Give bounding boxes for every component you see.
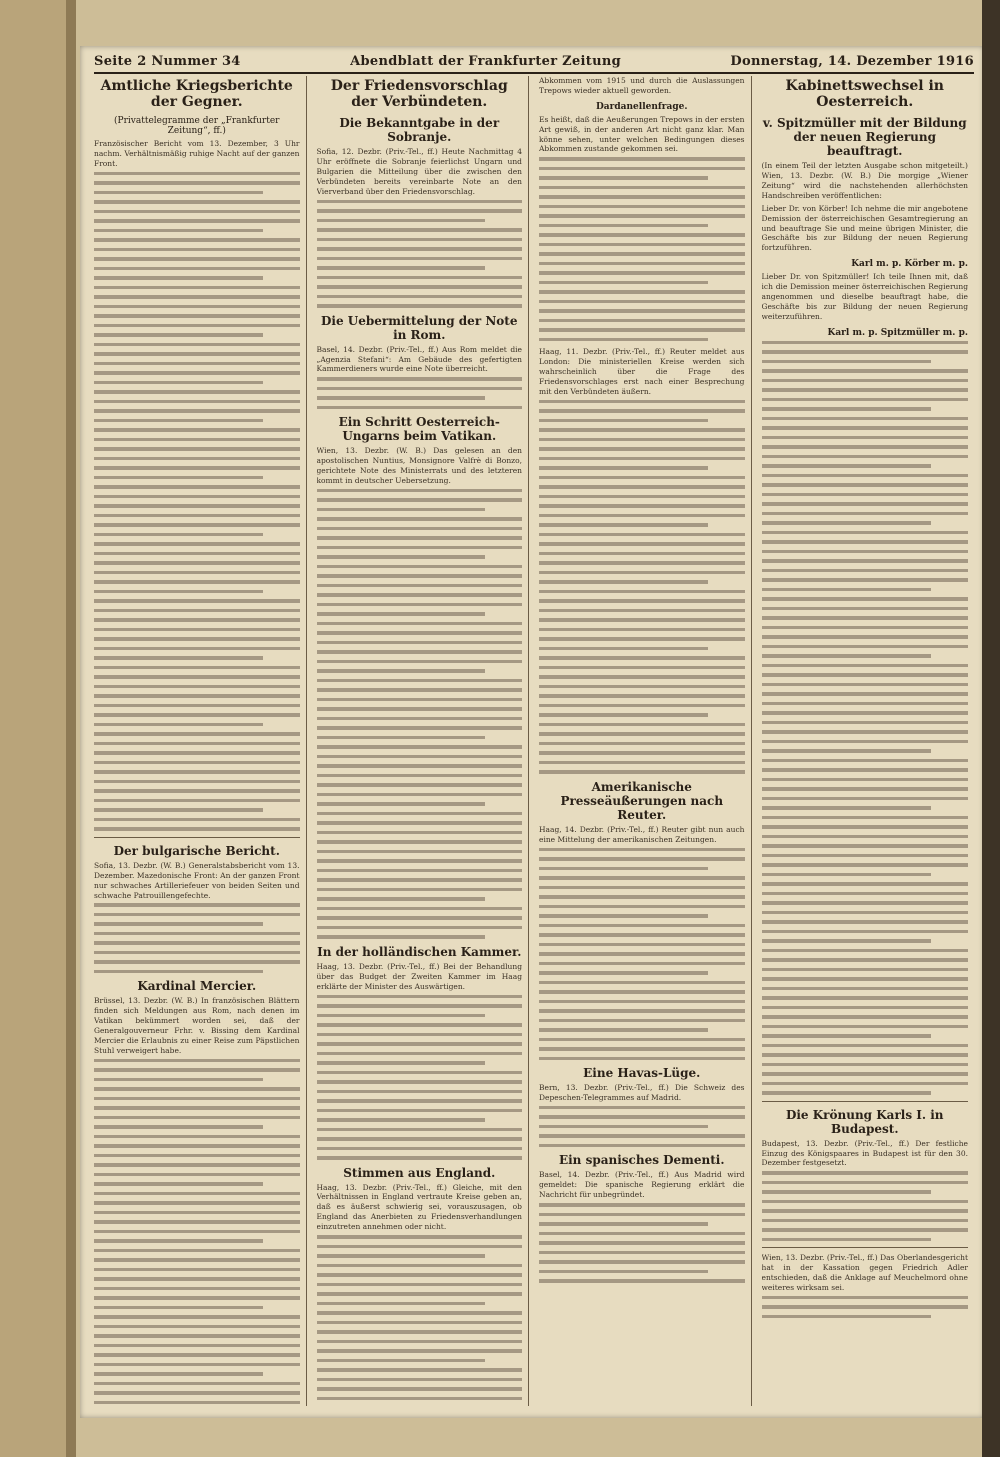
text-lines (317, 1235, 523, 1406)
column-2 (317, 76, 530, 1406)
paragraph: Abkommen vom 1915 und durch die Auslassungen Trepows wieder aktuell geworden. (539, 76, 745, 95)
text-lines (539, 400, 745, 774)
headline-sobranje: Die Bekanntgabe in der Sobranje. (339, 116, 500, 145)
paragraph: Es heißt, daß die Aeußerungen Trepows in der ersten Art gewiß, in der anderen Art nicht ganz klar. Man könne sehen, unter welchen Bedingungen dieses Abkommen zustande gekommen sei. (539, 114, 745, 154)
masthead-page-number: Seite 2 Nummer 34 (94, 53, 241, 69)
paragraph: Lieber Dr. von Körber! Ich nehme die mir angebotene Demission der österreichischen Gesamtregierung an und beauftrage Sie und meine übrigen Minister, die Geschäfte bis zur Bildung der neuen Regierung fortzuführen. (761, 203, 968, 253)
column-1 (94, 76, 307, 1406)
headline-amerikanische-presse: Amerikanische Presseäußerungen nach Reuter. (560, 779, 724, 822)
paragraph: Haag, 14. Dezbr. (Priv.-Tel., ff.) Reuter gibt nun auch eine Mittelung der amerikanischen Zeitungen. (539, 824, 745, 844)
headline-kardinal-mercier: Kardinal Mercier. (137, 979, 257, 994)
masthead-date: Donnerstag, 14. Dezember 1916 (730, 53, 974, 69)
paragraph: Bern, 13. Dezbr. (Priv.-Tel., ff.) Die Schweiz des Depeschen-Telegrammes auf Madrid. (539, 1083, 745, 1102)
paragraph: Wien, 13. Dezbr. (W. B.) Das gelesen an den apostolischen Nuntius, Monsignore Valfrè di Bonzo, gerichtete Note des Ministerrats und des letzteren kommt in deutscher Uebersetzung. (316, 446, 522, 485)
headline-friedensvorschlag: Der Friedensvorschlag der Verbündeten. (330, 78, 508, 111)
article-columns (94, 76, 974, 1406)
column-4 (762, 76, 975, 1406)
text-lines (762, 1296, 969, 1319)
column-3 (539, 76, 752, 1406)
text-lines (762, 341, 969, 1095)
text-lines (94, 172, 300, 831)
subtitle-privattelegramme: (Privattelegramme der „Frankfurter Zeitung“, ff.) (114, 116, 280, 137)
headline-note-in-rom: Die Uebermittelung der Note in Rom. (321, 313, 518, 342)
masthead-title: Abendblatt der Frankfurter Zeitung (350, 53, 621, 69)
headline-kabinettswechsel: Kabinettswechsel in Oesterreich. (785, 78, 944, 111)
headline-kriegsberichte: Amtliche Kriegsberichte der Gegner. (100, 78, 293, 111)
paragraph: Basel, 14. Dezbr. (Priv.-Tel., ff.) Aus Rom meldet die „Agenzia Stefani“: Am Gebäude des gefertigten Kammerdieners wurde eine Note überreicht. (316, 344, 522, 374)
headline-kroenung: Die Krönung Karls I. in Budapest. (785, 1107, 944, 1136)
headline-bulgarischer-bericht: Der bulgarische Bericht. (113, 843, 280, 858)
paragraph: Lieber Dr. von Spitzmüller! Ich teile Ihnen mit, daß ich die Demission meiner österreichischen Regierung angenommen und dieselbe beauftragt habe, die Geschäfte bis zur Bildung der neuen Regierung weiterzuführen. (761, 272, 968, 321)
masthead (94, 50, 974, 74)
paragraph: Haag, 13. Dezbr. (Priv.-Tel., ff.) Bei der Behandlung über das Budget der Zweiten Kammer im Haag erklärte der Minister des Auswärtigen. (316, 961, 522, 991)
headline-vatikan: Ein Schritt Oesterreich-Ungarns beim Vatikan. (338, 415, 500, 444)
headline-hollaendische-kammer: In der holländischen Kammer. (317, 944, 522, 959)
headline-spanisches-dementi: Ein spanisches Dementi. (558, 1153, 725, 1168)
text-lines (539, 157, 745, 341)
paragraph: Haag, 13. Dezbr. (Priv.-Tel., ff.) Gleiche, mit den Verhältnissen in England vertraute Kreise geben an, daß es äußerst schwierig sei, vorauszusagen, ob England das Anerbieten zu Friedensverhandlungen einzutreten annehmen oder nicht. (316, 1182, 522, 1232)
paragraph: Französischer Bericht vom 13. Dezember, 3 Uhr nachm. Verhältnismäßig ruhige Nacht auf der ganzen Front. (94, 139, 300, 168)
paragraph: Wien, 13. Dezbr. (Priv.-Tel., ff.) Das Oberlandesgericht hat in der Kassation gegen Friedrich Adler entschieden, daß die Anklage auf Meuchelmord ohne weiteres wirksam sei. (761, 1253, 968, 1292)
text-lines (317, 200, 523, 308)
text-lines (539, 848, 745, 1061)
paragraph: Sofia, 12. Dezbr. (Priv.-Tel., ff.) Heute Nachmittag 4 Uhr eröffnete die Sobranje feierlichst Ungarn und Bulgarien die Mitteilung über die zwischen den Verbündeten bereits vereinbarte Note an den Vierverband über den Friedensvorschlag. (316, 147, 522, 196)
text-lines (762, 1171, 969, 1241)
divider (762, 1101, 969, 1102)
book-binding (0, 0, 72, 1457)
binding-shadow (66, 0, 76, 1457)
headline-havas-luege: Eine Havas-Lüge. (583, 1066, 701, 1081)
headline-stimmen-england: Stimmen aus England. (343, 1165, 496, 1180)
divider (762, 1247, 969, 1248)
headline-dardanellenfrage: Dardanellenfrage. (596, 101, 688, 112)
text-lines (317, 489, 523, 939)
text-lines (539, 1106, 745, 1148)
paragraph: Sofia, 13. Dezbr. (W. B.) Generalstabsbericht vom 13. Dezember. Mazedonische Front: An der ganzen Front nur schwaches Artilleriefeuer von beiden Seiten und schwache Patrouillengefechte. (94, 860, 300, 900)
headline-spitzmueller: v. Spitzmüller mit der Bildung der neuen Regierung beauftragt. (762, 116, 967, 159)
paragraph: Brüssel, 13. Dezbr. (W. B.) In französischen Blättern finden sich Meldungen aus Rom, nach denen im Vatikan bekümmert worden sei, daß der Generalgouverneur Frhr. v. Bissing dem Kardinal Mercier die Erlaubnis zu einer Reise zum Päpstlichen Stuhl verweigert habe. (94, 996, 300, 1055)
next-page-edge (964, 60, 982, 1400)
text-lines (317, 995, 523, 1160)
signature-spitzmueller: Karl m. p. Spitzmüller m. p. (827, 327, 968, 338)
text-lines (94, 1059, 300, 1406)
text-lines (317, 377, 523, 409)
text-lines (94, 903, 300, 973)
signature-koerber: Karl m. p. Körber m. p. (851, 259, 968, 270)
paragraph: Basel, 14. Dezbr. (Priv.-Tel., ff.) Aus Madrid wird gemeldet: Die spanische Regierung erklärt die Nachricht für unbegründet. (539, 1170, 745, 1200)
paragraph: Haag, 11. Dezbr. (Priv.-Tel., ff.) Reuter meldet aus London: Die ministeriellen Kreise werden sich wahrscheinlich über die Frage des Friedensvorschlages erst nach einer Besprechung mit den Verbündeten äußern. (539, 347, 745, 396)
text-lines (539, 1203, 745, 1283)
scan-edge (982, 0, 1000, 1457)
divider (94, 837, 300, 838)
paragraph: (In einem Teil der letzten Ausgabe schon mitgeteilt.) Wien, 13. Dezbr. (W. B.) Die morgige „Wiener Zeitung“ wird die nachstehenden allerhöchsten Handschreiben veröffentlichen: (761, 161, 968, 200)
paragraph: Budapest, 13. Dezbr. (Priv.-Tel., ff.) Der festliche Einzug des Königspaares in Budapest ist für den 30. Dezember festgesetzt. (761, 1138, 968, 1168)
